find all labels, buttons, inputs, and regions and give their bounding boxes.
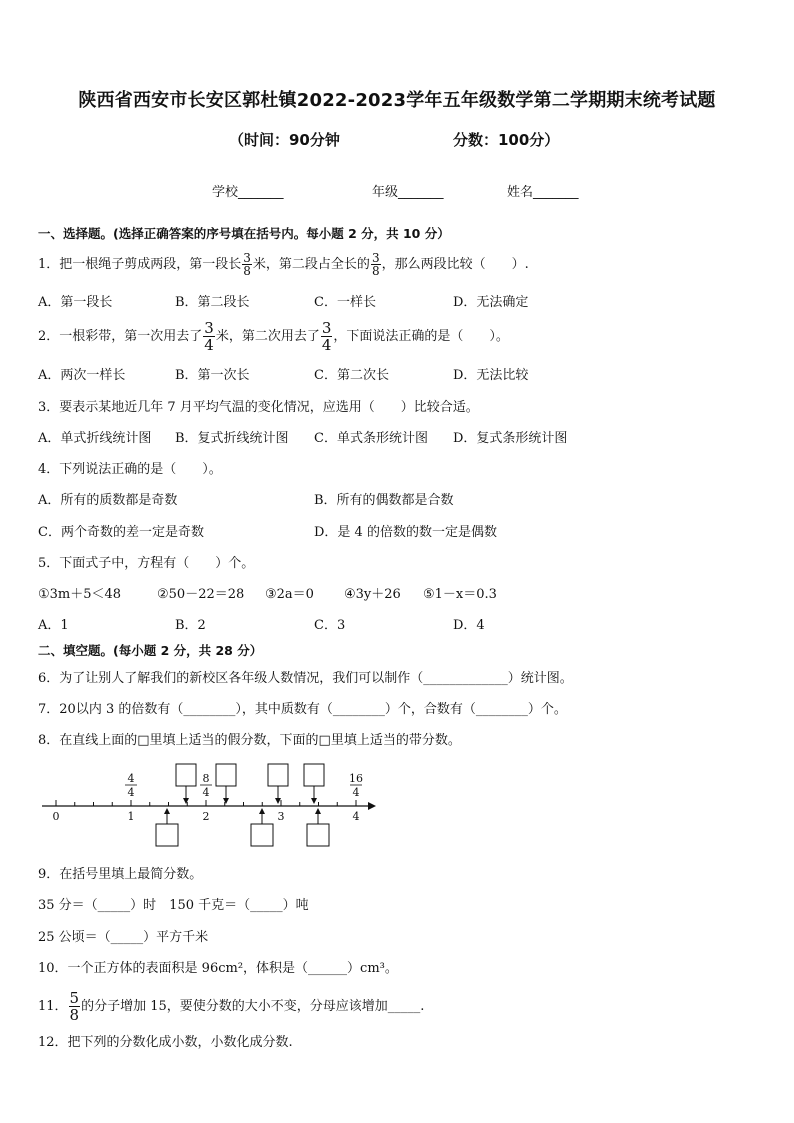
fraction-numerator: 3 [243,251,251,265]
pointer-arrow [311,798,317,804]
fraction-denominator: 4 [127,786,135,799]
option[interactable]: A．第一段长 [38,295,113,310]
equation-item: ③2a＝0 [265,587,314,602]
question-4: 4．下列说法正确的是（ ）。 [38,462,222,477]
option[interactable]: B．第一次长 [175,368,250,383]
fraction-numerator: 4 [127,772,135,785]
tick-label: 4 [352,810,360,823]
fraction-numerator: 16 [349,772,363,785]
option[interactable]: D．复式条形统计图 [453,431,568,446]
option[interactable]: A．两次一样长 [38,368,126,383]
equation-item: ④3y＋26 [344,587,401,602]
option[interactable]: A．1 [38,618,69,633]
question-9-line-2: 25 公顷＝（_____）平方千米 [38,930,209,945]
q1-text-2: 米，第二段占全长的 [252,257,370,272]
fraction [321,320,333,353]
answer-box[interactable] [268,764,288,786]
question-9-line-1: 35 分＝（_____）时 150 千克＝（_____）吨 [38,898,309,913]
question-7: 7．20以内 3 的倍数有（________），其中质数有（________）个，合数有（________）个。 [38,702,567,717]
equation-item: ②50－22＝28 [157,587,245,602]
fraction-denominator: 4 [321,336,332,354]
question-3: 3．要表示某地近几年 7 月平均气温的变化情况，应选用（ ）比较合适。 [38,400,479,415]
fraction [242,252,252,277]
fraction-denominator: 4 [204,336,214,354]
option[interactable]: D．4 [453,618,485,633]
answer-box[interactable] [156,824,178,846]
pointer-arrow [259,808,265,814]
question-2 [38,320,509,353]
pointer-arrow [164,808,170,814]
fraction [69,990,81,1023]
option[interactable]: B．所有的偶数都是合数 [314,493,454,508]
q1-text-3: ，那么两段比较（ ）. [381,257,529,272]
question-10: 10．一个正方体的表面积是 96cm²，体积是（______）cm³。 [38,961,398,976]
q1-text-1: 1．把一根绳子剪成两段，第一段长 [38,257,242,272]
answer-box[interactable] [176,764,196,786]
section-heading-choice: 一、选择题。(选择正确答案的序号填在括号内。每小题 2 分，共 10 分） [38,226,450,241]
option[interactable]: B．2 [175,618,206,633]
option[interactable]: C．第二次长 [314,368,389,383]
page-title: 陕西省西安市长安区郭杜镇2022-2023学年五年级数学第二学期期末统考试题 [78,90,716,111]
question-8: 8．在直线上面的□里填上适当的假分数，下面的□里填上适当的带分数。 [38,733,461,748]
exam-score: 分数：100分） [453,131,560,149]
question-11 [38,990,424,1023]
equation-item: ⑤1－x＝0.3 [423,587,497,602]
q2-text-3: ，下面说法正确的是（ ）。 [333,329,509,344]
fraction [371,252,381,277]
option[interactable]: B．第二段长 [175,295,250,310]
equation-item: ①3m＋5＜48 [38,587,122,602]
exam-time: （时间：90分钟 [229,131,340,149]
pointer-arrow [183,798,189,804]
q11-text-2: 的分子增加 15，要使分数的大小不变，分母应该增加_____. [81,999,425,1014]
question-6: 6．为了让别人了解我们的新校区各年级人数情况，我们可以制作（_____________）统计图。 [38,671,573,686]
fraction-numerator: 3 [204,319,214,337]
q2-text-1: 2．一根彩带，第一次用去了 [38,329,203,344]
fraction-denominator: 8 [243,264,251,278]
question-12: 12．把下列的分数化成小数，小数化成分数. [38,1035,293,1050]
answer-box[interactable] [251,824,273,846]
q2-text-2: 米，第二次用去了 [215,329,320,344]
fraction-denominator: 8 [69,1006,80,1024]
tick-label: 0 [52,810,60,823]
tick-label: 2 [202,810,210,823]
pointer-arrow [223,798,229,804]
option[interactable]: A．单式折线统计图 [38,431,152,446]
name-field[interactable]: 姓名_______ [507,185,579,200]
fraction-denominator: 4 [202,786,210,799]
answer-box[interactable] [216,764,236,786]
tick-label: 1 [127,810,135,823]
option[interactable]: C．两个奇数的差一定是奇数 [38,525,204,540]
question-9: 9．在括号里填上最简分数。 [38,867,203,882]
option[interactable]: C．一样长 [314,295,376,310]
school-field[interactable]: 学校_______ [212,185,284,200]
tick-label: 3 [277,810,285,823]
grade-field[interactable]: 年级_______ [372,185,444,200]
q11-text-1: 11． [38,999,68,1014]
fraction-numerator: 5 [69,989,80,1007]
answer-box[interactable] [304,764,324,786]
fraction-denominator: 4 [352,786,360,799]
pointer-arrow [275,798,281,804]
section-heading-fill: 二、填空题。(每小题 2 分，共 28 分） [38,643,263,658]
fraction-numerator: 8 [202,772,210,785]
option[interactable]: C．单式条形统计图 [314,431,428,446]
option[interactable]: C．3 [314,618,346,633]
option[interactable]: D．无法确定 [453,295,529,310]
pointer-arrow [315,808,321,814]
fraction-denominator: 8 [371,264,380,278]
option[interactable]: D．无法比较 [453,368,529,383]
question-5: 5．下面式子中，方程有（ ）个。 [38,556,255,571]
axis-arrow [368,802,376,810]
question-1 [38,252,529,277]
number-line [38,756,378,856]
option[interactable]: B．复式折线统计图 [175,431,289,446]
option[interactable]: D．是 4 的倍数的数一定是偶数 [314,525,497,540]
fraction-numerator: 3 [321,319,332,337]
fraction-numerator: 3 [371,251,380,265]
fraction [203,320,215,353]
answer-box[interactable] [307,824,329,846]
option[interactable]: A．所有的质数都是奇数 [38,493,178,508]
